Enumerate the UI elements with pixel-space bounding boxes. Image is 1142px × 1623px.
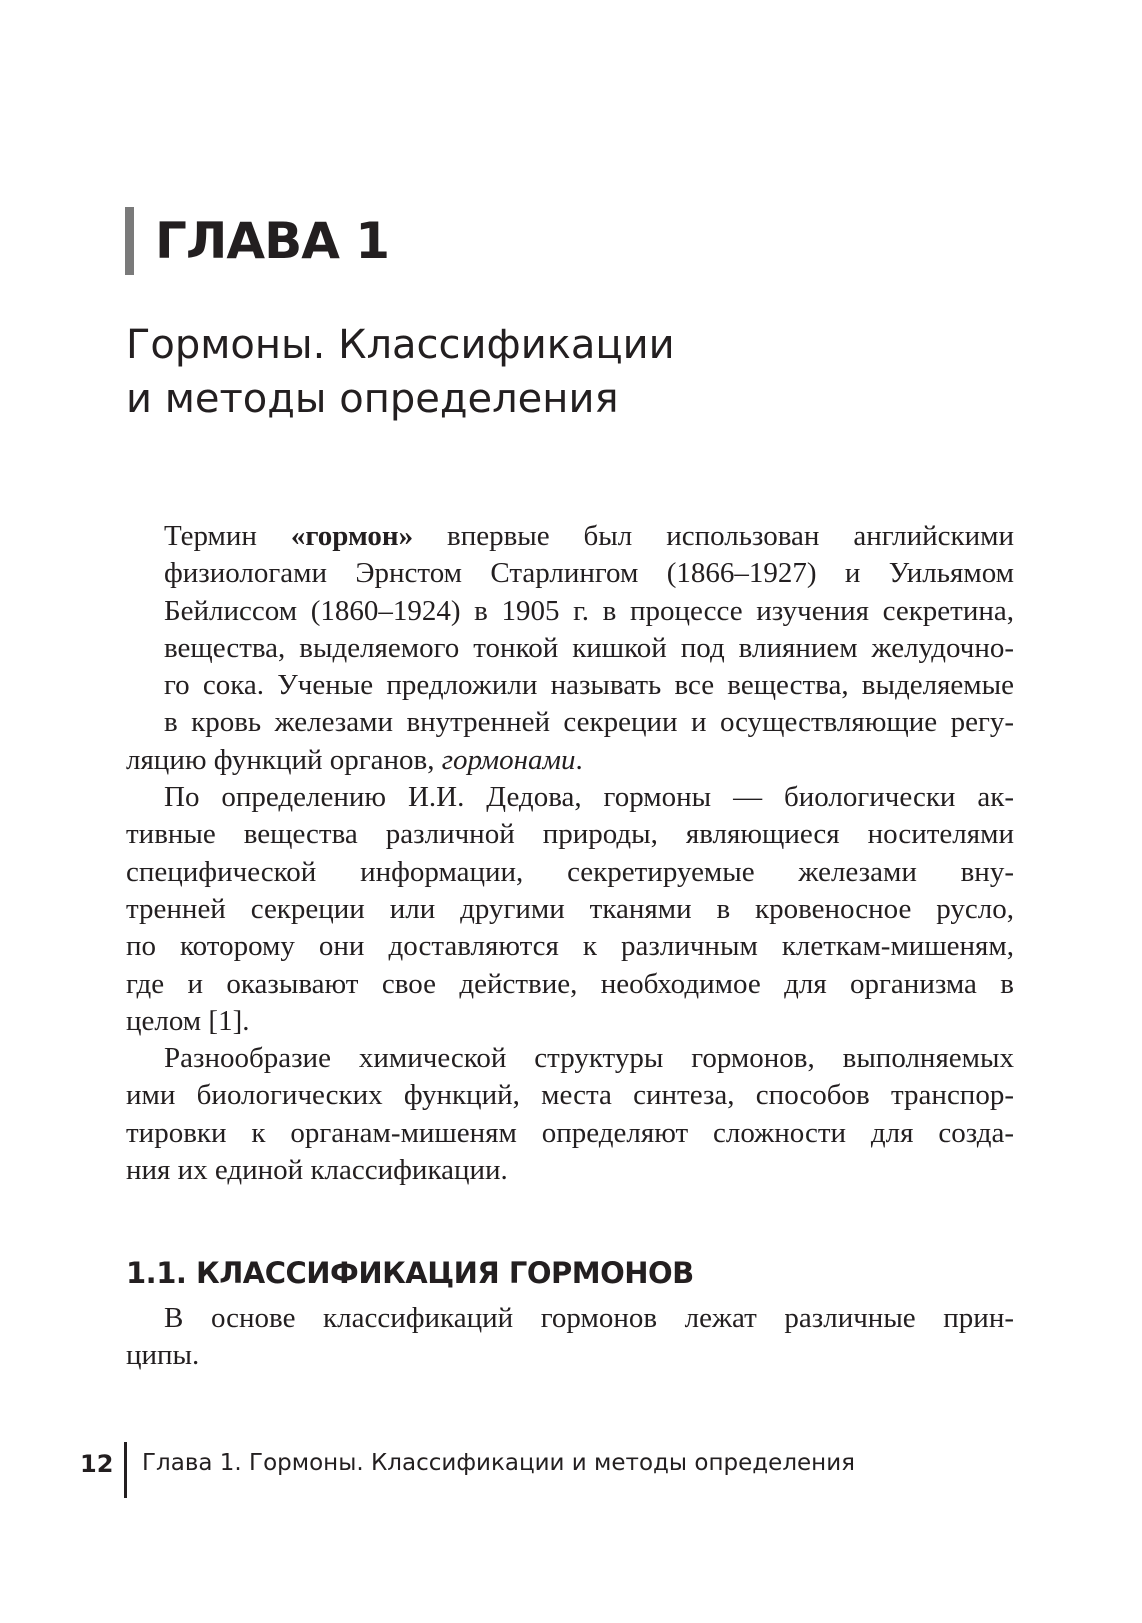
paragraph-line: целом [1]. — [126, 1004, 250, 1037]
paragraph-line: го сока. Ученые предложили называть все вещества, выделяемые — [164, 669, 1014, 702]
chapter-title — [126, 318, 1026, 426]
intro-paragraph-1 — [126, 518, 1014, 779]
footer-divider — [124, 1442, 127, 1498]
paragraph-line: по которому они доставляются к различным клеткам-мишеням, — [126, 930, 1014, 963]
paragraph-line: физиологами Эрнстом Старлингом (1866–1927) и Уильямом — [164, 557, 1014, 590]
intro-text — [126, 518, 1014, 1189]
chapter-label: ГЛАВА 1 — [155, 212, 390, 270]
section-text — [126, 1300, 1014, 1375]
last-line-period: . — [575, 743, 583, 776]
paragraph-line: где и оказывают свое действие, необходимое для организма в — [126, 967, 1014, 1000]
paragraph-line: Разнообразие химической структуры гормонов, выполняемых — [164, 1042, 1014, 1075]
running-head: Глава 1. Гормоны. Классификации и методы определения — [142, 1450, 855, 1476]
intro-paragraph-3 — [126, 1040, 1014, 1189]
paragraph-line: специфической информации, секретируемые железами вну- — [126, 855, 1014, 888]
paragraph-line: По определению И.И. Дедова, гормоны — биологически ак- — [164, 781, 1014, 814]
paragraph-line: ципы. — [126, 1339, 200, 1372]
term-hormones-italic: гормонами — [441, 743, 576, 776]
page-number: 12 — [80, 1450, 114, 1478]
paragraph-line: ния их единой классификации. — [126, 1154, 508, 1187]
chapter-title-line-1: Гормоны. Классификации — [126, 322, 675, 368]
term-rest-text: впервые был использован английскими — [413, 520, 1014, 552]
chapter-accent-bar — [125, 207, 134, 275]
paragraph-line: Бейлиссом (1860–1924) в 1905 г. в процессе изучения секретина, — [164, 594, 1014, 627]
paragraph-line: тировки к органам-мишеням определяют сложности для созда- — [126, 1116, 1014, 1149]
chapter-title-line-2: и методы определения — [126, 376, 619, 422]
last-line-text: ляцию функций органов, — [126, 743, 442, 776]
paragraph-line: В основе классификаций гормонов лежат различные прин- — [164, 1302, 1014, 1334]
paragraph-line: тренней секреции или другими тканями в кровеносное русло, — [126, 892, 1014, 925]
section-title: 1.1. КЛАССИФИКАЦИЯ ГОРМОНОВ — [126, 1256, 694, 1290]
paragraph-line: ими биологических функций, места синтеза, способов транспор- — [126, 1079, 1014, 1112]
paragraph-line: в кровь железами внутренней секреции и осуществляющие регу- — [164, 706, 1014, 739]
term-hormone-bold: «гормон» — [290, 520, 414, 552]
paragraph-line: вещества, выделяемого тонкой кишкой под влиянием желудочно- — [164, 631, 1014, 664]
term-intro-text: Термин — [164, 520, 291, 552]
section-paragraph-1 — [126, 1300, 1014, 1375]
paragraph-line: тивные вещества различной природы, являющиеся носителями — [126, 818, 1014, 851]
paragraph-line — [126, 742, 1014, 779]
intro-paragraph-2 — [126, 779, 1014, 1040]
paragraph-line — [126, 518, 1014, 555]
